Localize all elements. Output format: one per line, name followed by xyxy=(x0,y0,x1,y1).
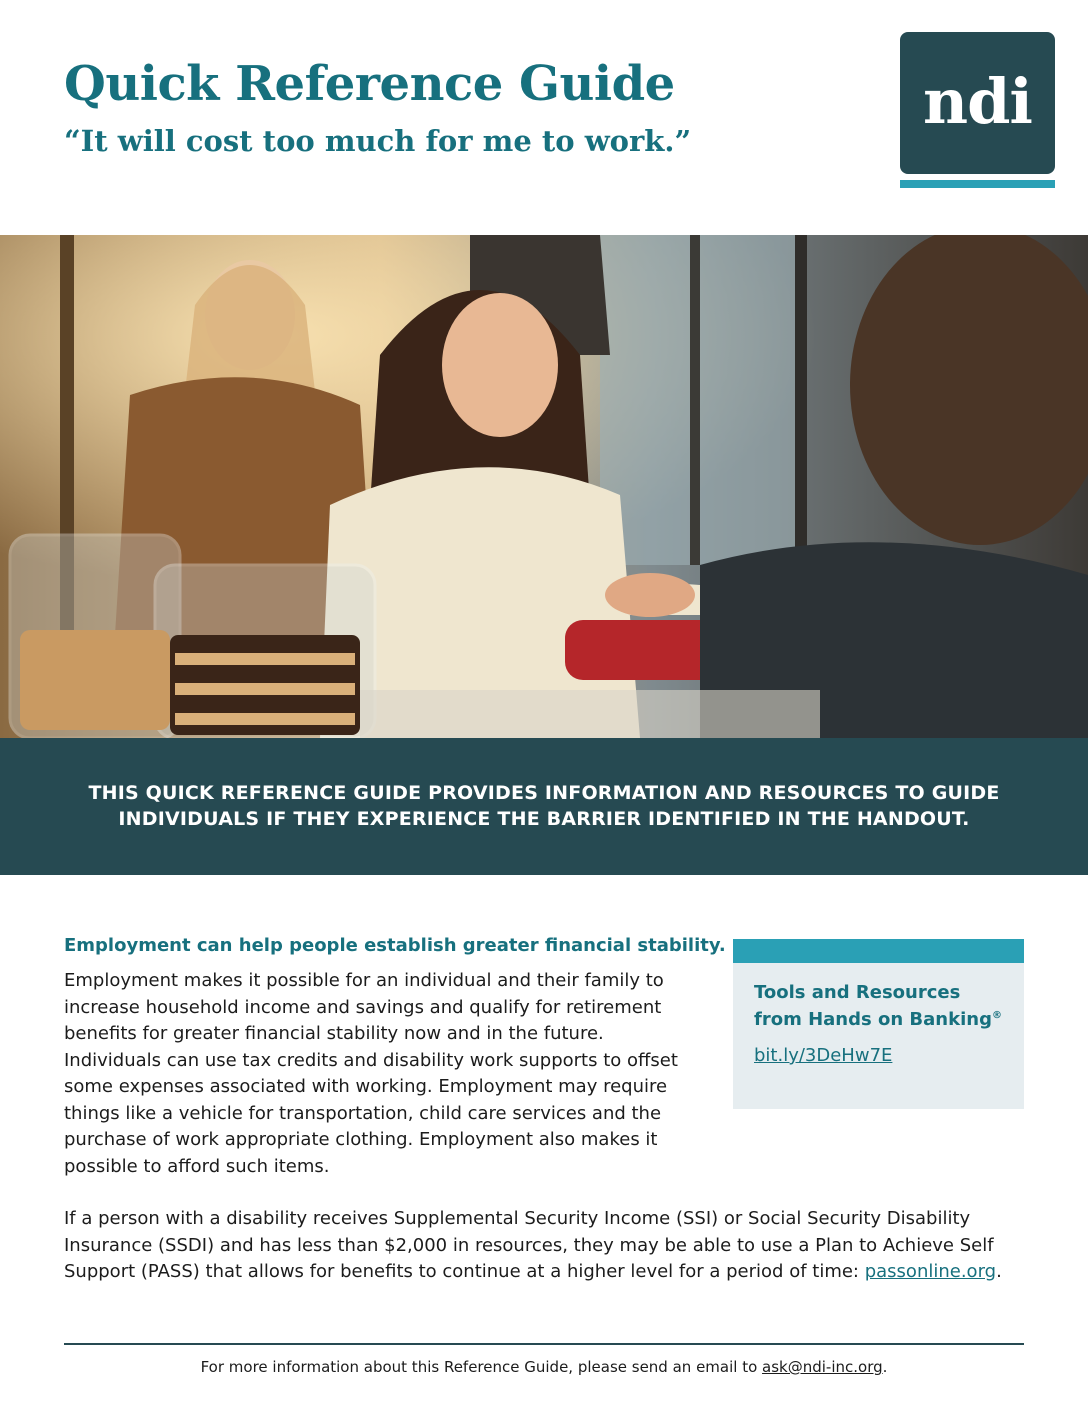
footer-note xyxy=(0,1358,1088,1376)
hero-photo xyxy=(0,235,1088,738)
email-link[interactable]: ask@ndi-inc.org xyxy=(762,1358,883,1376)
resources-sidebar xyxy=(733,939,1024,1109)
sidebar-title xyxy=(754,981,1004,1031)
page-subtitle: “It will cost too much for me to work.” xyxy=(64,124,692,158)
sidebar-accent-bar xyxy=(733,939,1024,963)
section-heading: Employment can help people establish greater financial stability. xyxy=(64,935,726,956)
body-paragraph: Employment makes it possible for an individual and their family to increase household income and savings and qualify for retirement benefits for greater financial stability now and in the future. Individuals can use tax credits and disability work supports to offset some expenses associated with working. Employment may require things like a vehicle for transportation, child care services and the purchase of work appropriate clothing. Employment also makes it possible to afford such items. xyxy=(64,970,678,1177)
logo-underline xyxy=(900,180,1055,188)
sidebar-title-text: Tools and Resources from Hands on Banking xyxy=(754,982,992,1030)
page-title: Quick Reference Guide xyxy=(64,56,675,112)
pass-text: If a person with a disability receives Supplemental Security Income (SSI) or Social Security Disability Insurance (SSDI) and has less than $2,000 in resources, they may be able to use a Plan to Achieve Self Support (PASS) that allows for benefits to continue at a higher level for a period of time: xyxy=(64,1208,994,1282)
cafe-counter-illustration xyxy=(0,235,1088,738)
banner-text: THIS QUICK REFERENCE GUIDE PROVIDES INFORMATION AND RESOURCES TO GUIDE INDIVIDUALS IF THEY EXPERIENCE THE BARRIER IDENTIFIED IN THE HANDOUT. xyxy=(88,781,1000,830)
intro-banner xyxy=(0,738,1088,875)
pass-end: . xyxy=(996,1261,1002,1282)
hands-on-banking-link[interactable]: bit.ly/3DeHw7E xyxy=(754,1045,893,1066)
footer-text: For more information about this Reference Guide, please send an email to xyxy=(200,1358,763,1376)
logo-text: ndi xyxy=(923,64,1032,138)
pass-paragraph xyxy=(64,1206,1024,1286)
footer-end: . xyxy=(882,1358,888,1376)
registered-mark: ® xyxy=(991,1010,1002,1021)
footer-divider xyxy=(64,1343,1024,1345)
passonline-link[interactable]: passonline.org xyxy=(864,1261,997,1282)
ndi-logo xyxy=(900,32,1055,174)
